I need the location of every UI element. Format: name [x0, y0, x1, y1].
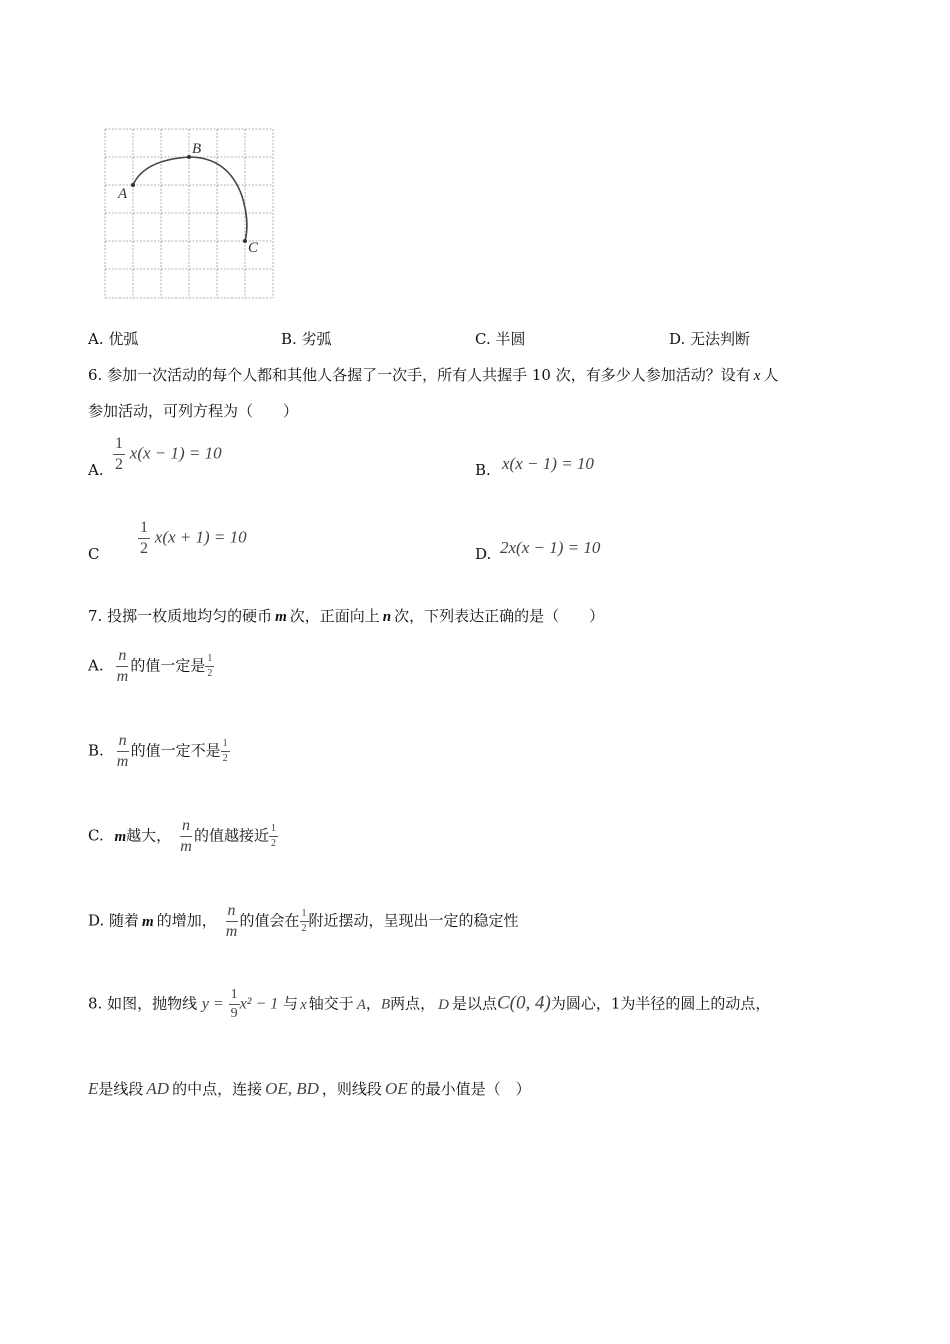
grid [105, 129, 273, 298]
q8-line2: E是线段 AD 的中点，连接 OE, BD ，则线段 OE 的最小值是（ ） [88, 1079, 531, 1098]
label-c: C [248, 240, 259, 256]
q6-option-a-equation: $\frac{1}{2}$ x(x − 1) = 10 [115, 435, 222, 473]
q7-option-a: A. $\frac{n}{m}$ 的值一定是 $\frac{1}{2}$ [88, 647, 213, 685]
q5-option-d: D. 无法判断 [669, 330, 751, 348]
q5-option-b: B. 劣弧 [281, 330, 332, 348]
q6-option-a-label: A. [88, 461, 104, 479]
point-a [131, 183, 135, 187]
label-b: B [192, 141, 202, 157]
point-b [187, 155, 191, 159]
q6-option-c-equation: $\frac{1}{2}$ x(x + 1) = 10 [140, 519, 247, 557]
q6-option-c-label: C [88, 545, 100, 563]
q7-option-d: D. 随着 m 的增加， $\frac{n}{m}$ 的值会在 $\frac{1}{2}$ 附近摆动，呈现出一定的稳定性 [88, 902, 519, 940]
q7-option-b: B. $\frac{n}{m}$ 的值一定不是 $\frac{1}{2}$ [88, 732, 228, 770]
q6-option-d-equation: 2x(x − 1) = 10 [500, 538, 601, 557]
q6-stem-line2: 参加活动，可列方程为（ ） [88, 402, 299, 420]
q5-option-c: C. 半圆 [475, 330, 526, 348]
q8-line1: 8. 如图，抛物线 y = $\frac{1}{9}$ x² − 1 与 x 轴交于 A，B两点， D 是以点C(0, 4)为圆心，1为半径的圆上的动点， [88, 987, 771, 1021]
q6-stem-line1: 6. 参加一次活动的每个人都和其他人各握了一次手，所有人共握手 10 次，有多少人参加活动？设有 x 人 [88, 366, 779, 384]
q7-stem: 7. 投掷一枚质地均匀的硬币 m 次，正面向上 n 次，下列表达正确的是（ ） [88, 607, 605, 625]
arc-curve [133, 157, 247, 241]
q6-option-b-equation: x(x − 1) = 10 [502, 454, 594, 473]
arc-grid-figure [100, 126, 280, 304]
label-a: A [118, 186, 128, 202]
q6-option-d-label: D. [475, 545, 492, 563]
point-c [243, 239, 247, 243]
q6-option-b-label: B. [475, 461, 491, 479]
q7-option-c: C. m越大， $\frac{n}{m}$ 的值越接近 $\frac{1}{2}$ [88, 817, 276, 855]
q5-option-a: A. 优弧 [88, 330, 139, 348]
